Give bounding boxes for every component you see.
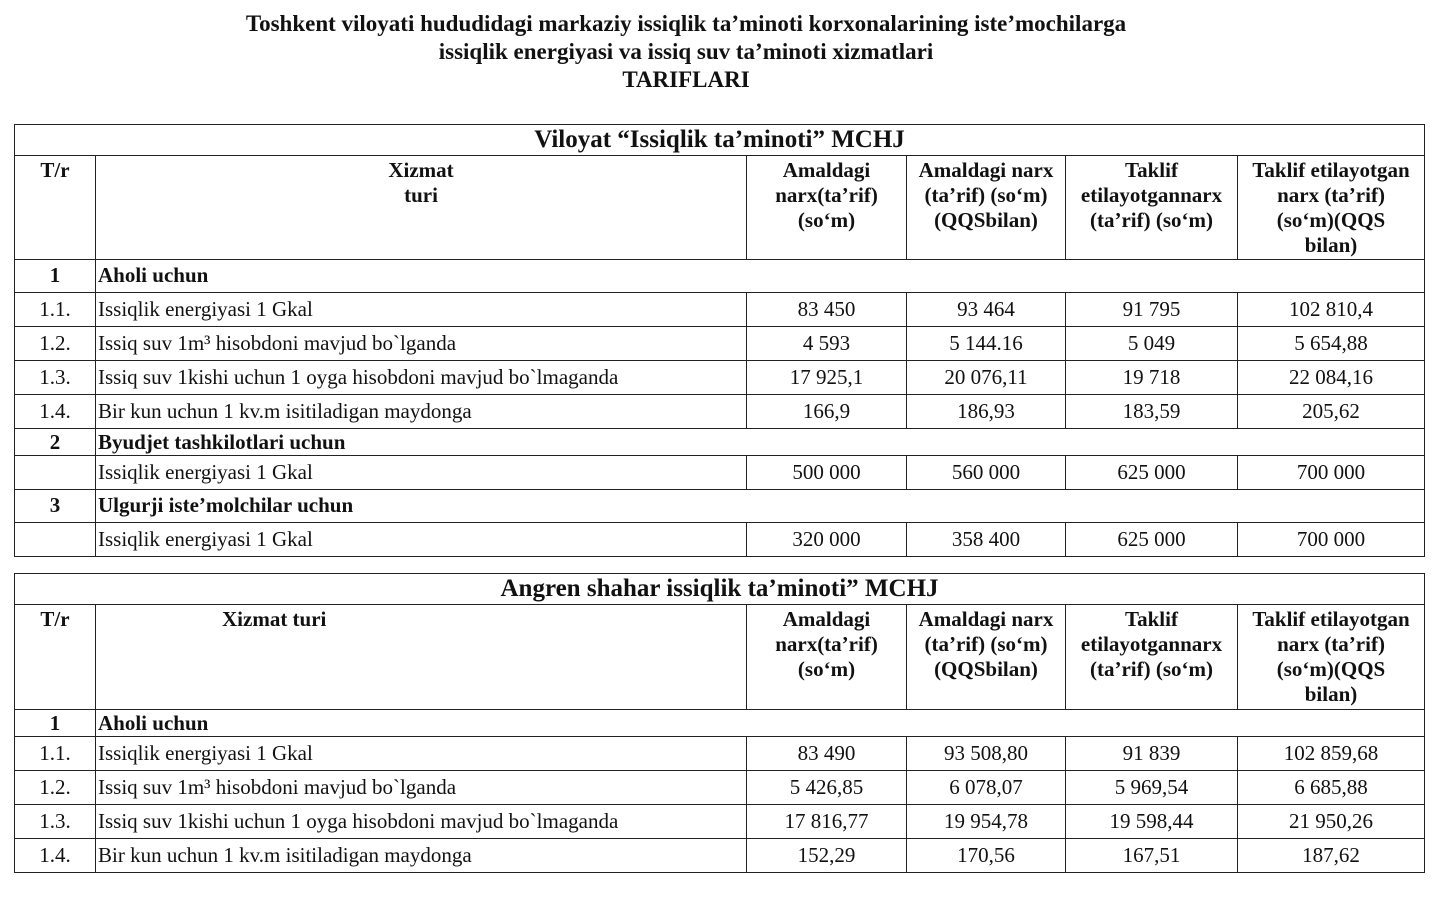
table-row bbox=[15, 395, 1425, 429]
header-proposed-price-vat bbox=[1238, 156, 1425, 260]
proposed-price-vat: 700 000 bbox=[1238, 456, 1425, 490]
header-current-price-vat bbox=[907, 605, 1066, 710]
table-row bbox=[15, 771, 1425, 805]
current-price-vat: 358 400 bbox=[907, 523, 1066, 557]
header-service bbox=[96, 156, 747, 260]
service-name: Issiq suv 1m³ hisobdoni mavjud bo`lganda bbox=[96, 771, 747, 805]
table-row bbox=[15, 805, 1425, 839]
service-name: Issiqlik energiyasi 1 Gkal bbox=[96, 456, 747, 490]
header-proposed-price bbox=[1066, 156, 1238, 260]
header-text: narx(ta’rif) bbox=[775, 183, 878, 207]
document-title bbox=[0, 10, 1372, 94]
header-text: Taklif bbox=[1125, 158, 1178, 182]
current-price: 17 816,77 bbox=[747, 805, 907, 839]
proposed-price: 5 049 bbox=[1066, 327, 1238, 361]
header-text: (so‘m) bbox=[797, 657, 856, 681]
header-current-price-vat bbox=[907, 156, 1066, 260]
proposed-price-vat: 205,62 bbox=[1238, 395, 1425, 429]
current-price: 83 450 bbox=[747, 293, 907, 327]
proposed-price: 19 718 bbox=[1066, 361, 1238, 395]
current-price-vat: 93 464 bbox=[907, 293, 1066, 327]
header-text: bilan) bbox=[1304, 233, 1358, 257]
current-price-vat: 6 078,07 bbox=[907, 771, 1066, 805]
proposed-price-vat: 187,62 bbox=[1238, 839, 1425, 873]
row-number: 1.4. bbox=[15, 839, 96, 873]
section-title: Angren shahar issiqlik ta’minoti” MCHJ bbox=[15, 574, 1425, 605]
header-text: (so‘m)(QQS bbox=[1276, 208, 1386, 232]
title-line-2: issiqlik energiyasi va issiq suv ta’minoti xizmatlari bbox=[438, 39, 934, 64]
proposed-price: 625 000 bbox=[1066, 523, 1238, 557]
group-label: Aholi uchun bbox=[96, 260, 1425, 293]
header-text: narx (ta’rif) bbox=[1277, 183, 1385, 207]
current-price: 83 490 bbox=[747, 737, 907, 771]
header-proposed-price-vat bbox=[1238, 605, 1425, 710]
header-current-price bbox=[747, 156, 907, 260]
current-price-vat: 20 076,11 bbox=[907, 361, 1066, 395]
table-row bbox=[15, 839, 1425, 873]
section-title: Viloyat “Issiqlik ta’minoti” MCHJ bbox=[15, 125, 1425, 156]
service-name: Issiqlik energiyasi 1 Gkal bbox=[96, 737, 747, 771]
group-number: 1 bbox=[15, 260, 96, 293]
header-text: etilayotgannarx bbox=[1080, 632, 1223, 656]
group-label: Aholi uchun bbox=[96, 710, 1425, 737]
current-price: 166,9 bbox=[747, 395, 907, 429]
service-name: Bir kun uchun 1 kv.m isitiladigan maydonga bbox=[96, 395, 747, 429]
proposed-price-vat: 102 810,4 bbox=[1238, 293, 1425, 327]
header-text: (QQSbilan) bbox=[934, 208, 1038, 232]
header-current-price bbox=[747, 605, 907, 710]
header-text: (so‘m)(QQS bbox=[1276, 657, 1386, 681]
proposed-price: 625 000 bbox=[1066, 456, 1238, 490]
header-text: (ta’rif) (so‘m) bbox=[1089, 208, 1214, 232]
proposed-price-vat: 6 685,88 bbox=[1238, 771, 1425, 805]
proposed-price: 167,51 bbox=[1066, 839, 1238, 873]
table-row bbox=[15, 327, 1425, 361]
row-number: 1.4. bbox=[15, 395, 96, 429]
service-name: Issiq suv 1m³ hisobdoni mavjud bo`lganda bbox=[96, 327, 747, 361]
service-name: Issiqlik energiyasi 1 Gkal bbox=[96, 293, 747, 327]
service-name: Bir kun uchun 1 kv.m isitiladigan maydonga bbox=[96, 839, 747, 873]
table-row bbox=[15, 737, 1425, 771]
header-text: (QQSbilan) bbox=[934, 657, 1038, 681]
header-text: Taklif etilayotgan bbox=[1252, 607, 1410, 631]
row-number: 1.3. bbox=[15, 361, 96, 395]
header-text: Taklif etilayotgan bbox=[1252, 158, 1410, 182]
proposed-price-vat: 5 654,88 bbox=[1238, 327, 1425, 361]
group-number: 1 bbox=[15, 710, 96, 737]
table-row bbox=[15, 456, 1425, 490]
group-number: 3 bbox=[15, 490, 96, 523]
title-line-3: TARIFLARI bbox=[622, 67, 750, 92]
header-text: (ta’rif) (so‘m) bbox=[1089, 657, 1214, 681]
current-price: 320 000 bbox=[747, 523, 907, 557]
row-number: 1.2. bbox=[15, 771, 96, 805]
service-name: Issiq suv 1kishi uchun 1 oyga hisobdoni mavjud bo`lmaganda bbox=[96, 361, 747, 395]
service-name: Issiqlik energiyasi 1 Gkal bbox=[96, 523, 747, 557]
header-text: narx (ta’rif) bbox=[1277, 632, 1385, 656]
header-text: (so‘m) bbox=[797, 208, 856, 232]
proposed-price-vat: 22 084,16 bbox=[1238, 361, 1425, 395]
service-name: Issiq suv 1kishi uchun 1 oyga hisobdoni mavjud bo`lmaganda bbox=[96, 805, 747, 839]
header-text: Amaldagi narx bbox=[918, 607, 1054, 631]
header-text: Amaldagi bbox=[782, 607, 871, 631]
header-service-line1: Xizmat bbox=[388, 158, 454, 182]
header-text: narx(ta’rif) bbox=[775, 632, 878, 656]
row-number: 1.1. bbox=[15, 293, 96, 327]
group-number: 2 bbox=[15, 429, 96, 456]
tariff-table-viloyat bbox=[14, 124, 1425, 557]
header-service bbox=[96, 605, 747, 710]
proposed-price: 91 795 bbox=[1066, 293, 1238, 327]
current-price-vat: 5 144.16 bbox=[907, 327, 1066, 361]
proposed-price: 5 969,54 bbox=[1066, 771, 1238, 805]
current-price: 500 000 bbox=[747, 456, 907, 490]
group-label: Ulgurji iste’molchilar uchun bbox=[96, 490, 1425, 523]
proposed-price: 91 839 bbox=[1066, 737, 1238, 771]
current-price-vat: 19 954,78 bbox=[907, 805, 1066, 839]
current-price: 152,29 bbox=[747, 839, 907, 873]
proposed-price-vat: 102 859,68 bbox=[1238, 737, 1425, 771]
header-service-line1: Xizmat turi bbox=[222, 607, 327, 631]
group-label: Byudjet tashkilotlari uchun bbox=[96, 429, 1425, 456]
table-row bbox=[15, 293, 1425, 327]
row-number: 1.3. bbox=[15, 805, 96, 839]
current-price: 4 593 bbox=[747, 327, 907, 361]
table-row bbox=[15, 523, 1425, 557]
current-price-vat: 186,93 bbox=[907, 395, 1066, 429]
table-row bbox=[15, 361, 1425, 395]
header-tr: T/r bbox=[15, 156, 96, 260]
header-proposed-price bbox=[1066, 605, 1238, 710]
title-line-1: Toshkent viloyati hududidagi markaziy issiqlik ta’minoti korxonalarining iste’mochilarga bbox=[245, 11, 1127, 36]
current-price: 17 925,1 bbox=[747, 361, 907, 395]
proposed-price-vat: 700 000 bbox=[1238, 523, 1425, 557]
row-number: 1.1. bbox=[15, 737, 96, 771]
proposed-price-vat: 21 950,26 bbox=[1238, 805, 1425, 839]
current-price-vat: 93 508,80 bbox=[907, 737, 1066, 771]
current-price: 5 426,85 bbox=[747, 771, 907, 805]
header-tr: T/r bbox=[15, 605, 96, 710]
row-number bbox=[15, 523, 96, 557]
header-text: etilayotgannarx bbox=[1080, 183, 1223, 207]
header-text: (ta’rif) (so‘m) bbox=[924, 632, 1048, 656]
header-text: Taklif bbox=[1125, 607, 1178, 631]
header-text: (ta’rif) (so‘m) bbox=[924, 183, 1048, 207]
header-text: Amaldagi narx bbox=[918, 158, 1054, 182]
proposed-price: 19 598,44 bbox=[1066, 805, 1238, 839]
row-number bbox=[15, 456, 96, 490]
proposed-price: 183,59 bbox=[1066, 395, 1238, 429]
current-price-vat: 170,56 bbox=[907, 839, 1066, 873]
header-service-line2: turi bbox=[404, 183, 438, 207]
header-text: Amaldagi bbox=[782, 158, 871, 182]
row-number: 1.2. bbox=[15, 327, 96, 361]
header-text: bilan) bbox=[1304, 682, 1358, 706]
current-price-vat: 560 000 bbox=[907, 456, 1066, 490]
tariff-table-angren bbox=[14, 573, 1425, 873]
